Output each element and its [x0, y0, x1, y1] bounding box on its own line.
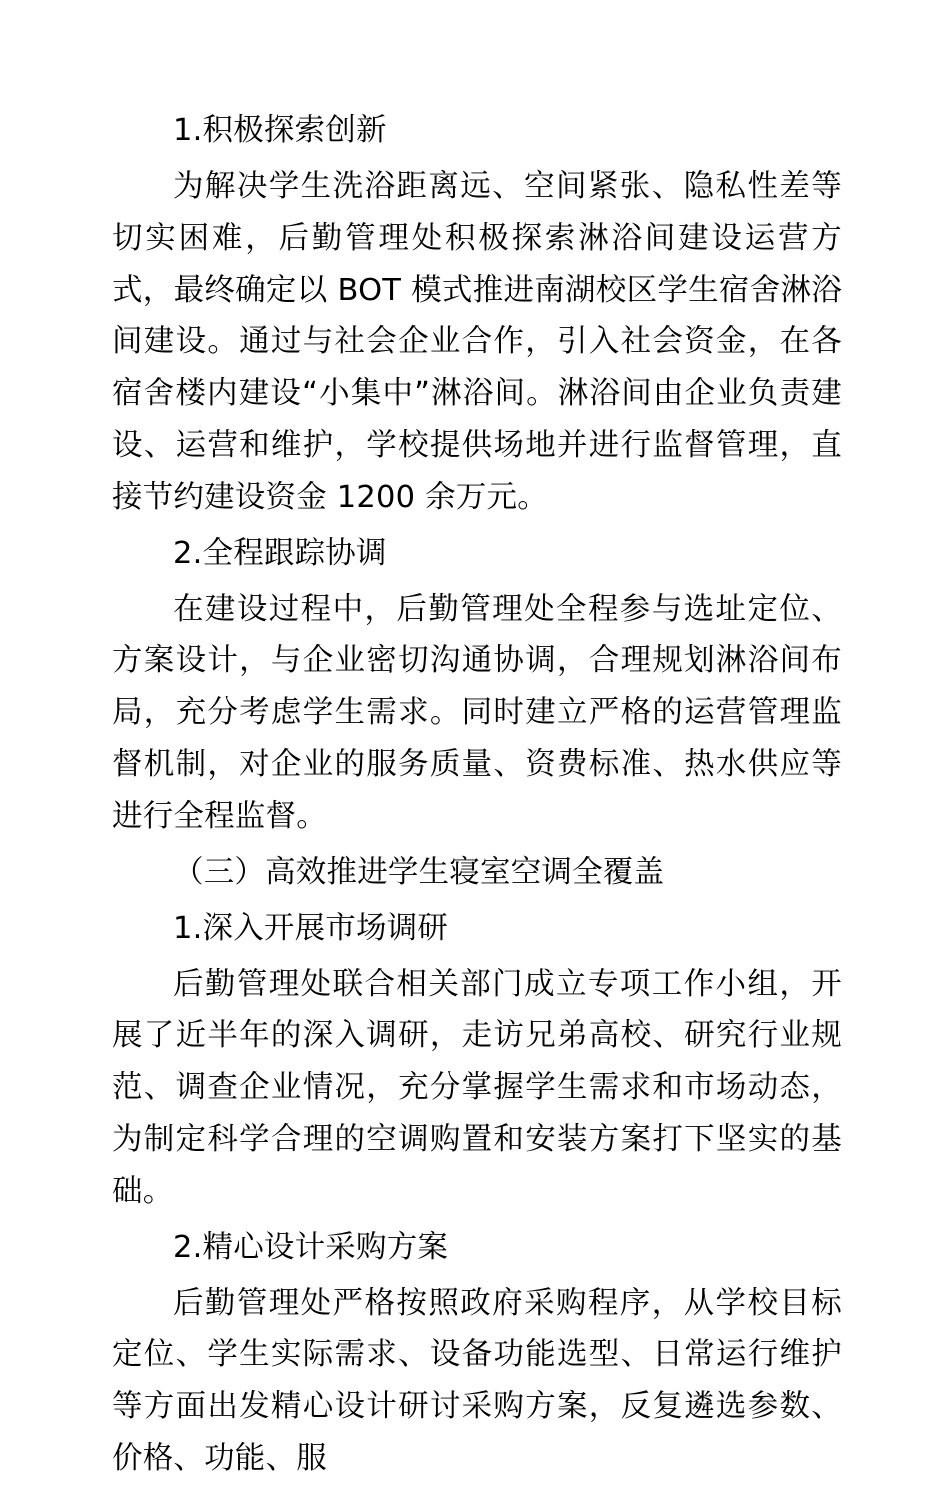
body-paragraph: 后勤管理处联合相关部门成立专项工作小组，开展了近半年的深入调研，走访兄弟高校、研究行业规范、调查企业情况，充分掌握学生需求和市场动态，为制定科学合理的空调购置和安装方案打下坚实的基础。 — [112, 966, 842, 1209]
document-body — [112, 105, 842, 1485]
body-paragraph: 后勤管理处严格按照政府采购程序，从学校目标定位、学生实际需求、设备功能选型、日常运行维护等方面出发精心设计研讨采购方案，反复遴选参数、价格、功能、服 — [112, 1285, 842, 1477]
section-subheading: 1.深入开展市场调研 — [173, 910, 449, 946]
body-paragraph: 为解决学生洗浴距离远、空间紧张、隐私性差等切实困难，后勤管理处积极探索淋浴间建设运营方式，最终确定以 BOT 模式推进南湖校区学生宿舍淋浴间建设。通过与社会企业合作，引入社会资金，在各宿舍楼内建设“小集中”淋浴间。淋浴间由企业负责建设、运营和维护，学校提供场地并进行监督管理，直接节约建设资金 1200 余万元。 — [112, 168, 842, 515]
section-heading: （三）高效推进学生寝室空调全覆盖 — [173, 854, 665, 890]
section-subheading: 2.精心设计采购方案 — [173, 1229, 449, 1265]
section-subheading: 1.积极探索创新 — [173, 113, 387, 148]
body-paragraph: 在建设过程中，后勤管理处全程参与选址定位、方案设计，与企业密切沟通协调，合理规划淋浴间布局，充分考虑学生需求。同时建立严格的运营管理监督机制，对企业的服务质量、资费标准、热水供应等进行全程监督。 — [112, 591, 842, 834]
section-subheading: 2.全程跟踪协调 — [173, 535, 387, 571]
